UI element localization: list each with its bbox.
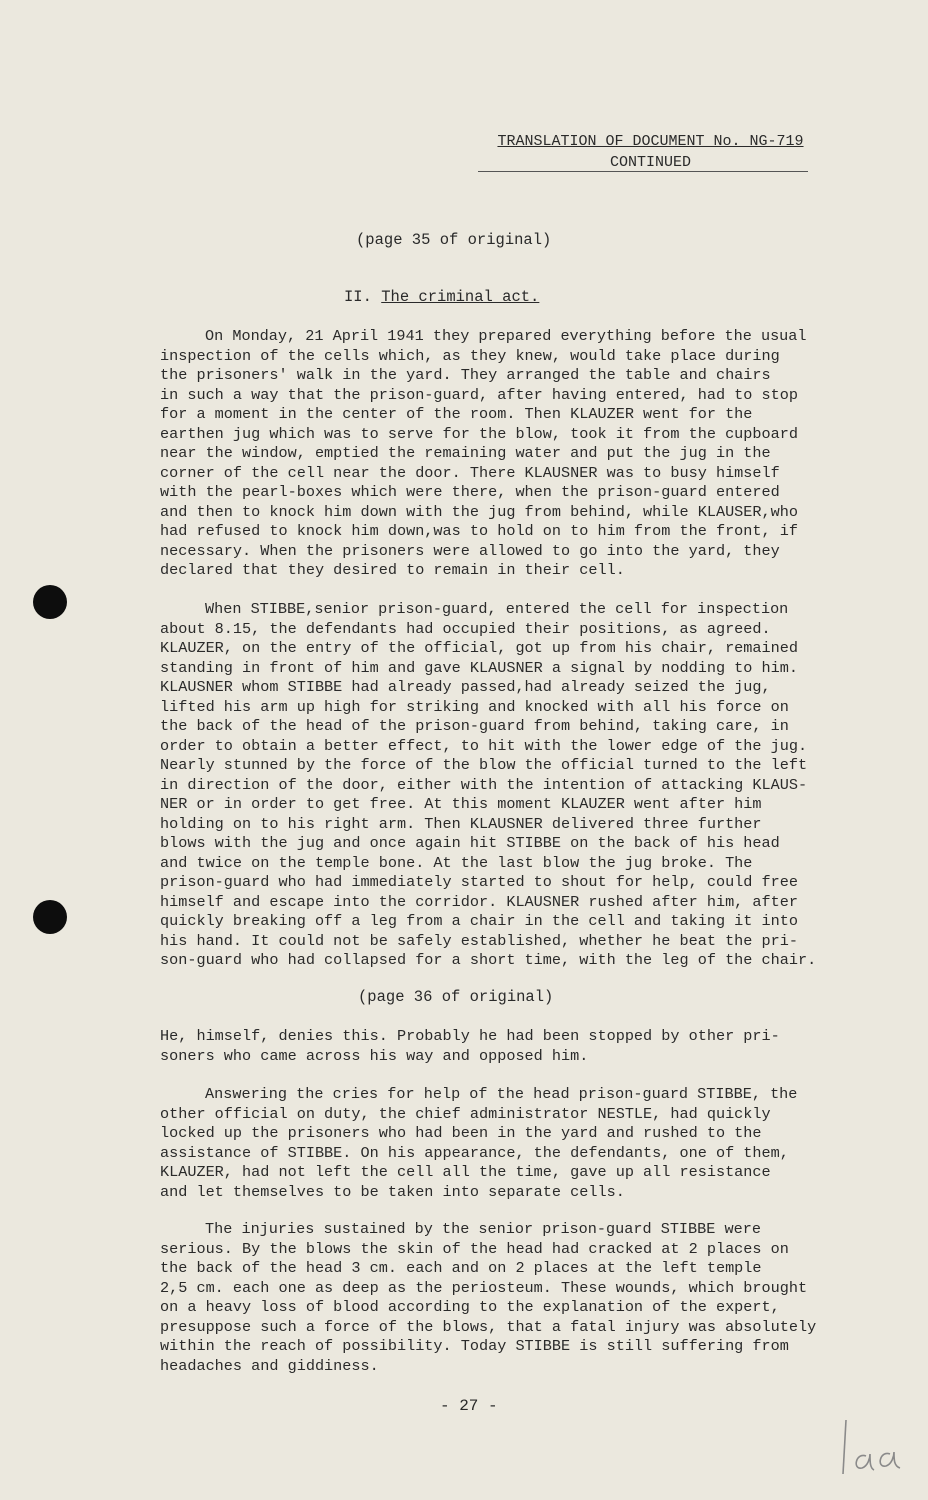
- text-line: himself and escape into the corridor. KLAUSNER rushed after him, after: [160, 892, 798, 911]
- text-line: locked up the prisoners who had been in the yard and rushed to the: [160, 1124, 762, 1142]
- text-line: soners who came across his way and opposed him.: [160, 1046, 589, 1065]
- translation-header: [478, 131, 823, 173]
- text-line: about 8.15, the defendants had occupied their positions, as agreed.: [160, 619, 771, 638]
- text-line: serious. By the blows the skin of the head had cracked at 2 places on: [160, 1239, 789, 1258]
- text-line: On Monday, 21 April 1941 they prepared everything before the usual: [205, 327, 807, 345]
- text-line: presuppose such a force of the blows, that a fatal injury was absolutely: [160, 1317, 817, 1336]
- text-line: order to obtain a better effect, to hit with the lower edge of the jug.: [160, 736, 808, 755]
- text-line: When STIBBE,senior prison-guard, entered the cell for inspection: [205, 600, 789, 618]
- paragraph-5: [160, 1220, 852, 1376]
- header-rule: [478, 171, 808, 172]
- paragraph-2: [160, 600, 852, 971]
- text-line: his hand. It could not be safely established, whether he beat the pri-: [160, 931, 798, 950]
- text-line: lifted his arm up high for striking and knocked with all his force on: [160, 697, 789, 716]
- text-line: declared that they desired to remain in their cell.: [160, 561, 625, 579]
- text-line: prison-guard who had immediately started to shout for help, could free: [160, 873, 798, 891]
- text-line: The injuries sustained by the senior prison-guard STIBBE were: [205, 1220, 761, 1238]
- page-marker-35: (page 35 of original): [356, 231, 552, 249]
- text-line: the back of the head 3 cm. each and on 2 places at the left temple: [160, 1259, 762, 1277]
- text-line: corner of the cell near the door. There KLAUSNER was to busy himself: [160, 463, 780, 482]
- text-line: holding on to his right arm. Then KLAUSNER delivered three further: [160, 814, 762, 833]
- section-number: II.: [344, 288, 372, 306]
- text-line: son-guard who had collapsed for a short time, with the leg of the chair.: [160, 951, 817, 969]
- text-line: standing in front of him and gave KLAUSNER a signal by nodding to him.: [160, 658, 798, 677]
- text-line: KLAUSNER whom STIBBE had already passed,had already seized the jug,: [160, 678, 771, 696]
- section-title: The criminal act.: [381, 288, 540, 306]
- header-continued: CONTINUED: [609, 154, 691, 171]
- page-marker-36: (page 36 of original): [358, 988, 554, 1006]
- text-line: the prisoners' walk in the yard. They arranged the table and chairs: [160, 366, 771, 384]
- text-line: KLAUZER, on the entry of the official, got up from his chair, remained: [160, 639, 798, 657]
- text-line: near the window, emptied the remaining water and put the jug in the: [160, 444, 771, 462]
- text-line: inspection of the cells which, as they knew, would take place during: [160, 346, 780, 365]
- paragraph-4: [160, 1085, 852, 1202]
- paragraph-3: [160, 1027, 852, 1066]
- punch-hole-bottom: [33, 900, 67, 934]
- text-line: and then to knock him down with the jug from behind, while KLAUSER,who: [160, 502, 798, 521]
- text-line: and let themselves to be taken into separate cells.: [160, 1182, 625, 1201]
- header-title: TRANSLATION OF DOCUMENT No. NG-719: [497, 133, 804, 150]
- text-line: and twice on the temple bone. At the last blow the jug broke. The: [160, 853, 753, 872]
- text-line: He, himself, denies this. Probably he had been stopped by other pri-: [160, 1027, 780, 1045]
- text-line: blows with the jug and once again hit STIBBE on the back of his head: [160, 834, 780, 852]
- text-line: on a heavy loss of blood according to the explanation of the expert,: [160, 1298, 780, 1316]
- text-line: Answering the cries for help of the head prison-guard STIBBE, the: [205, 1085, 798, 1103]
- text-line: 2,5 cm. each one as deep as the periosteum. These wounds, which brought: [160, 1278, 808, 1297]
- text-line: headaches and giddiness.: [160, 1356, 379, 1375]
- handwritten-initials-mark: [840, 1418, 910, 1478]
- text-line: within the reach of possibility. Today STIBBE is still suffering from: [160, 1337, 789, 1355]
- text-line: other official on duty, the chief administrator NESTLE, had quickly: [160, 1104, 771, 1123]
- text-line: quickly breaking off a leg from a chair in the cell and taking it into: [160, 912, 798, 930]
- text-line: in direction of the door, either with the intention of attacking KLAUS-: [160, 775, 808, 794]
- text-line: had refused to knock him down,was to hold on to him from the front, if: [160, 522, 798, 540]
- text-line: KLAUZER, had not left the cell all the time, gave up all resistance: [160, 1163, 771, 1181]
- text-line: with the pearl-boxes which were there, when the prison-guard entered: [160, 483, 780, 501]
- section-heading: [344, 288, 539, 306]
- text-line: earthen jug which was to serve for the blow, took it from the cupboard: [160, 424, 798, 443]
- punch-hole-top: [33, 585, 67, 619]
- paragraph-1: [160, 327, 852, 581]
- text-line: assistance of STIBBE. On his appearance, the defendants, one of them,: [160, 1143, 789, 1162]
- page-number: - 27 -: [440, 1397, 498, 1415]
- text-line: necessary. When the prisoners were allowed to go into the yard, they: [160, 541, 780, 560]
- text-line: Nearly stunned by the force of the blow the official turned to the left: [160, 756, 808, 774]
- text-line: NER or in order to get free. At this moment KLAUZER went after him: [160, 795, 762, 813]
- text-line: the back of the head of the prison-guard from behind, taking care, in: [160, 717, 789, 735]
- text-line: in such a way that the prison-guard, after having entered, had to stop: [160, 385, 798, 404]
- text-line: for a moment in the center of the room. Then KLAUZER went for the: [160, 405, 753, 423]
